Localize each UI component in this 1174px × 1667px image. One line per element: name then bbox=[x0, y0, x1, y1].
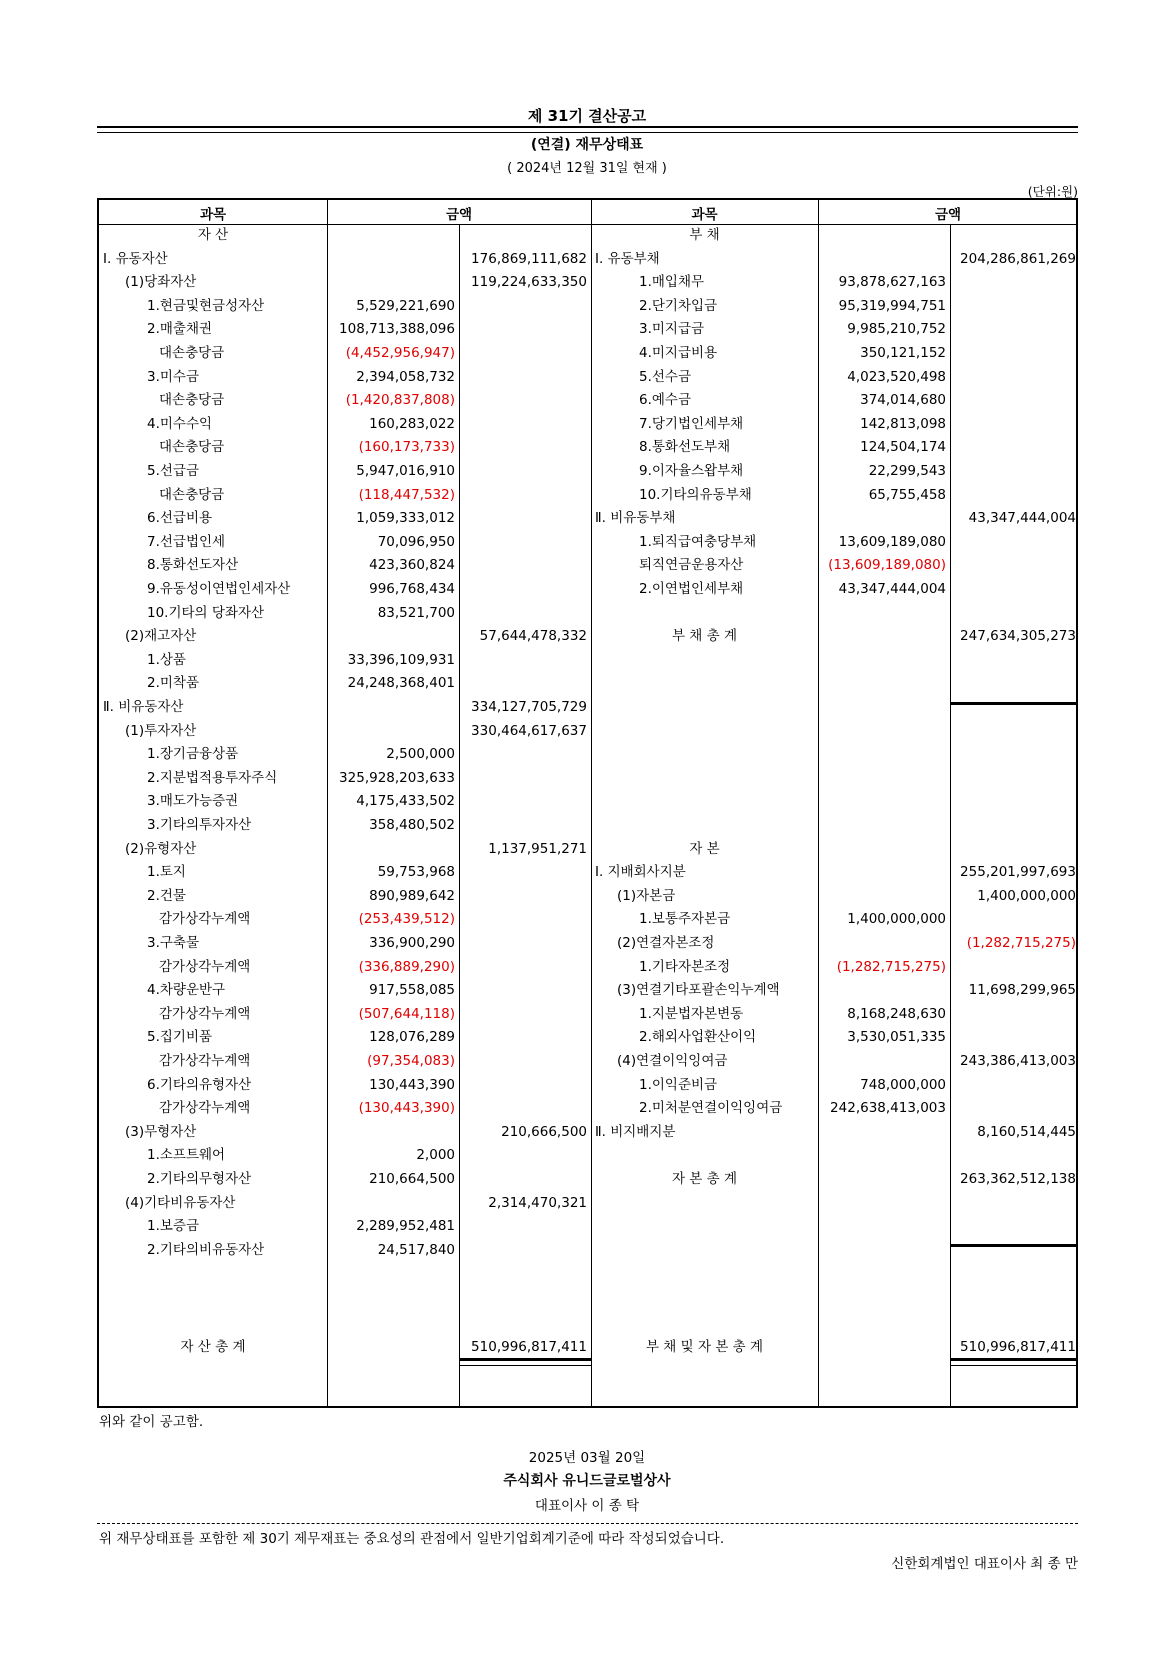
row-amount-detail: 350,121,152 bbox=[860, 345, 946, 361]
header-right-item: 과목 bbox=[691, 207, 718, 223]
row-label: 1.현금및현금성자산 bbox=[147, 297, 265, 314]
row-amount-detail bbox=[327, 720, 455, 742]
row-amount-subtotal bbox=[948, 531, 1076, 553]
row-amount-detail: 336,900,290 bbox=[369, 935, 455, 951]
assets-grand-total-rule-2 bbox=[459, 1365, 591, 1366]
auditor-name: 신한회계법인 대표이사 최 종 만 bbox=[891, 1556, 1078, 1572]
row-amount-subtotal bbox=[459, 1026, 587, 1048]
row-label: Ⅱ. 비유동부채 bbox=[595, 510, 676, 527]
balance-sheet-table bbox=[97, 198, 1078, 1408]
row-label: 10.기타의유동부채 bbox=[639, 486, 752, 503]
row-amount-detail bbox=[818, 1050, 946, 1072]
row-amount-detail: 3,530,051,335 bbox=[847, 1029, 946, 1046]
row-amount-detail: 24,248,368,401 bbox=[347, 675, 455, 692]
row-amount-subtotal bbox=[948, 956, 1076, 978]
row-amount-subtotal bbox=[459, 484, 587, 506]
row-label: 6.선급비용 bbox=[147, 510, 213, 527]
row-amount-subtotal bbox=[948, 436, 1076, 458]
row-amount-detail bbox=[818, 743, 946, 765]
row-label: 1.보증금 bbox=[147, 1218, 200, 1235]
row-label: 7.당기법인세부채 bbox=[639, 415, 744, 432]
row-amount-subtotal bbox=[459, 413, 587, 435]
row-amount-subtotal: 210,666,500 bbox=[501, 1123, 587, 1140]
row-amount-detail bbox=[818, 790, 946, 812]
row-amount-detail: 4,023,520,498 bbox=[847, 368, 946, 385]
row-amount-subtotal: 2,314,470,321 bbox=[488, 1194, 587, 1211]
row-label: 9.이자율스왑부채 bbox=[639, 463, 744, 479]
row-amount-detail: 108,713,388,096 bbox=[339, 321, 455, 338]
row-amount-subtotal bbox=[459, 885, 587, 907]
row-amount-detail bbox=[327, 1192, 455, 1214]
row-amount-detail: (1,420,837,808) bbox=[345, 392, 455, 409]
row-label: 부 채 총 계 bbox=[671, 628, 738, 645]
row-label: (1)당좌자산 bbox=[125, 274, 197, 291]
row-amount-detail: 2,500,000 bbox=[386, 746, 455, 763]
row-label: 4.미지급비용 bbox=[639, 345, 718, 361]
row-amount-detail: 93,878,627,163 bbox=[838, 274, 946, 291]
row-amount-detail: 124,504,174 bbox=[860, 439, 946, 456]
row-amount-subtotal bbox=[459, 602, 587, 624]
row-amount-detail: 128,076,289 bbox=[369, 1029, 455, 1046]
row-amount-subtotal bbox=[948, 1026, 1076, 1048]
row-amount-subtotal: (1,282,715,275) bbox=[966, 935, 1076, 951]
row-label: 2.해외사업환산이익 bbox=[639, 1029, 757, 1046]
row-amount-detail: 70,096,950 bbox=[377, 533, 455, 550]
row-amount-subtotal bbox=[948, 342, 1076, 364]
row-amount-detail: 2,000 bbox=[416, 1147, 455, 1164]
row-label: 2.기타의무형자산 bbox=[147, 1171, 252, 1187]
row-amount-detail: 9,985,210,752 bbox=[847, 321, 946, 338]
row-amount-detail: 160,283,022 bbox=[369, 415, 455, 432]
row-amount-detail: 83,521,700 bbox=[377, 604, 455, 621]
row-amount-detail: (118,447,532) bbox=[358, 486, 455, 503]
row-amount-subtotal: 334,127,705,729 bbox=[471, 699, 587, 715]
row-amount-subtotal bbox=[948, 602, 1076, 624]
row-amount-subtotal bbox=[948, 790, 1076, 812]
unit-label: (단위:원) bbox=[1027, 184, 1078, 199]
row-amount-detail bbox=[818, 814, 946, 836]
row-label: (2)재고자산 bbox=[125, 628, 197, 645]
row-amount-subtotal bbox=[948, 1144, 1076, 1166]
row-amount-detail: (130,443,390) bbox=[358, 1100, 455, 1117]
row-amount-subtotal: 176,869,111,682 bbox=[471, 250, 587, 267]
row-label: (3)무형자산 bbox=[125, 1123, 197, 1140]
row-label: Ⅰ. 유동부채 bbox=[595, 250, 660, 267]
row-amount-detail: 2,394,058,732 bbox=[356, 368, 455, 385]
row-amount-detail bbox=[818, 507, 946, 529]
row-label: 자 산 bbox=[197, 227, 229, 243]
audit-note: 위 재무상태표를 포함한 제 30기 제무재표는 중요성의 관점에서 일반기업회계기준에 따라 작성되었습니다. bbox=[99, 1531, 725, 1547]
company-name: 주식회사 유니드글로벌상사 bbox=[503, 1473, 671, 1489]
row-amount-subtotal bbox=[459, 531, 587, 553]
page-title: 제 31기 결산공고 bbox=[527, 107, 647, 125]
row-label: 부 채 bbox=[689, 227, 720, 243]
row-amount-detail: 748,000,000 bbox=[860, 1076, 946, 1093]
row-amount-detail bbox=[818, 932, 946, 954]
row-amount-subtotal bbox=[948, 767, 1076, 789]
row-amount-detail: 95,319,994,751 bbox=[838, 297, 946, 314]
row-label: 1.지분법자본변동 bbox=[639, 1005, 744, 1022]
row-label: 2.건물 bbox=[147, 887, 186, 904]
row-label: 자 본 bbox=[689, 840, 720, 857]
row-amount-subtotal bbox=[459, 295, 587, 317]
row-amount-subtotal bbox=[948, 1097, 1076, 1119]
row-amount-subtotal bbox=[948, 838, 1076, 860]
row-amount-detail bbox=[818, 767, 946, 789]
statement-subtitle: (연결) 재무상태표 bbox=[530, 137, 644, 153]
row-label: (4)기타비유동자산 bbox=[125, 1194, 236, 1211]
row-amount-subtotal bbox=[459, 956, 587, 978]
row-amount-detail: 130,443,390 bbox=[369, 1076, 455, 1093]
dashed-divider bbox=[97, 1523, 1078, 1524]
announcement-note: 위와 같이 공고함. bbox=[99, 1414, 204, 1430]
row-amount-subtotal bbox=[948, 696, 1076, 718]
row-label: 2.이연법인세부채 bbox=[639, 581, 744, 597]
row-amount-subtotal: 255,201,997,693 bbox=[960, 864, 1076, 881]
row-label: 9.유동성이연법인세자산 bbox=[147, 581, 291, 597]
row-amount-detail bbox=[818, 1144, 946, 1166]
row-amount-subtotal bbox=[459, 436, 587, 458]
row-amount-subtotal bbox=[459, 979, 587, 1001]
row-amount-subtotal bbox=[459, 1003, 587, 1025]
row-amount-subtotal: 1,400,000,000 bbox=[977, 887, 1076, 904]
row-amount-subtotal: 119,224,633,350 bbox=[471, 274, 587, 291]
row-amount-subtotal: 8,160,514,445 bbox=[977, 1123, 1076, 1140]
row-label: Ⅱ. 비지배지분 bbox=[595, 1123, 676, 1140]
title-rule-thick bbox=[97, 126, 1078, 128]
row-amount-detail: 374,014,680 bbox=[860, 392, 946, 409]
row-label: 1.상품 bbox=[147, 651, 186, 668]
row-label: 감가상각누계액 bbox=[159, 958, 251, 975]
row-amount-detail: 33,396,109,931 bbox=[347, 651, 455, 668]
row-amount-subtotal bbox=[459, 554, 587, 576]
row-amount-detail: 13,609,189,080 bbox=[838, 533, 946, 550]
row-amount-subtotal bbox=[459, 1215, 587, 1237]
row-amount-detail: 24,517,840 bbox=[377, 1241, 455, 1258]
row-amount-detail: 142,813,098 bbox=[860, 415, 946, 432]
row-amount-subtotal bbox=[948, 224, 1076, 246]
row-amount-subtotal bbox=[459, 861, 587, 883]
row-amount-detail: 1,400,000,000 bbox=[847, 911, 946, 928]
row-amount-detail bbox=[327, 248, 455, 270]
row-amount-detail bbox=[327, 625, 455, 647]
row-amount-subtotal bbox=[948, 318, 1076, 340]
equity-total-rule bbox=[950, 1244, 1078, 1247]
row-label: 1.토지 bbox=[147, 864, 186, 881]
row-amount-subtotal bbox=[459, 578, 587, 600]
row-amount-subtotal bbox=[459, 649, 587, 671]
row-label: (2)연결자본조정 bbox=[617, 935, 715, 951]
row-amount-subtotal bbox=[948, 908, 1076, 930]
row-label: 6.기타의유형자산 bbox=[147, 1076, 252, 1093]
header-left-amount: 금액 bbox=[445, 207, 473, 223]
row-amount-detail bbox=[818, 649, 946, 671]
ceo-name: 대표이사 이 종 탁 bbox=[534, 1498, 640, 1514]
row-label: Ⅰ. 지배회사지분 bbox=[595, 864, 686, 881]
row-amount-detail bbox=[818, 720, 946, 742]
row-amount-detail bbox=[327, 696, 455, 718]
row-amount-detail: (1,282,715,275) bbox=[836, 958, 946, 975]
col-divider bbox=[591, 200, 592, 1406]
row-amount-subtotal: 263,362,512,138 bbox=[960, 1171, 1076, 1187]
row-label: 대손충당금 bbox=[159, 345, 225, 361]
row-amount-detail: 423,360,824 bbox=[369, 557, 455, 574]
row-label: 대손충당금 bbox=[159, 486, 225, 503]
assets-total-value: 510,996,817,411 bbox=[471, 1339, 587, 1355]
row-label: 1.매입채무 bbox=[639, 274, 705, 291]
row-amount-subtotal bbox=[948, 413, 1076, 435]
row-label: 1.기타자본조정 bbox=[639, 958, 731, 975]
row-amount-subtotal bbox=[459, 460, 587, 482]
row-label: 8.통화선도자산 bbox=[147, 557, 239, 574]
row-amount-detail: 325,928,203,633 bbox=[339, 769, 455, 786]
row-amount-subtotal bbox=[459, 366, 587, 388]
row-label: (2)유형자산 bbox=[125, 840, 197, 857]
row-amount-detail: 917,558,085 bbox=[369, 982, 455, 999]
header-left-item: 과목 bbox=[199, 207, 227, 223]
row-amount-subtotal bbox=[948, 460, 1076, 482]
row-label: (3)연결기타포괄손익누계액 bbox=[617, 982, 780, 999]
row-amount-detail: 242,638,413,003 bbox=[830, 1100, 946, 1117]
row-amount-subtotal: 1,137,951,271 bbox=[488, 840, 587, 857]
row-label: 1.보통주자본금 bbox=[639, 911, 731, 928]
row-amount-subtotal bbox=[459, 1168, 587, 1190]
row-amount-detail: 43,347,444,004 bbox=[838, 581, 946, 597]
row-amount-detail bbox=[327, 838, 455, 860]
row-amount-subtotal bbox=[459, 224, 587, 246]
row-amount-subtotal: 43,347,444,004 bbox=[968, 510, 1076, 527]
title-rule-thin bbox=[97, 132, 1078, 133]
row-amount-subtotal bbox=[459, 342, 587, 364]
row-label: 감가상각누계액 bbox=[159, 1053, 251, 1069]
row-label: 3.미지급금 bbox=[639, 321, 705, 338]
row-amount-detail: 358,480,502 bbox=[369, 817, 455, 833]
row-amount-detail bbox=[818, 861, 946, 883]
row-amount-subtotal: 243,386,413,003 bbox=[960, 1053, 1076, 1069]
row-label: 2.기타의비유동자산 bbox=[147, 1241, 265, 1258]
row-label: 7.선급법인세 bbox=[147, 533, 226, 550]
row-amount-subtotal bbox=[948, 649, 1076, 671]
row-amount-detail: 5,947,016,910 bbox=[356, 463, 455, 479]
row-amount-detail: (13,609,189,080) bbox=[828, 557, 946, 574]
statement-date: ( 2024년 12월 31일 현재 ) bbox=[507, 161, 667, 176]
row-label: 2.매출채권 bbox=[147, 321, 213, 338]
row-amount-subtotal bbox=[948, 1003, 1076, 1025]
row-amount-subtotal: 11,698,299,965 bbox=[968, 982, 1076, 999]
row-amount-detail: 890,989,642 bbox=[369, 887, 455, 904]
row-amount-detail: 8,168,248,630 bbox=[847, 1005, 946, 1022]
row-amount-detail: (507,644,118) bbox=[358, 1005, 455, 1022]
row-amount-subtotal bbox=[459, 318, 587, 340]
row-label: 감가상각누계액 bbox=[159, 1100, 251, 1117]
row-label: 2.미착품 bbox=[147, 675, 200, 692]
row-label: 감가상각누계액 bbox=[159, 911, 251, 928]
row-label: 3.미수금 bbox=[147, 368, 200, 385]
row-amount-detail bbox=[818, 672, 946, 694]
row-amount-subtotal bbox=[948, 366, 1076, 388]
row-amount-subtotal bbox=[459, 389, 587, 411]
row-amount-detail bbox=[818, 625, 946, 647]
row-amount-subtotal bbox=[948, 484, 1076, 506]
row-label: Ⅱ. 비유동자산 bbox=[103, 699, 184, 715]
row-amount-detail bbox=[327, 1121, 455, 1143]
row-label: 1.소프트웨어 bbox=[147, 1147, 226, 1164]
row-amount-detail: 996,768,434 bbox=[369, 581, 455, 597]
row-label: 3.기타의투자자산 bbox=[147, 817, 252, 833]
row-label: 5.집기비품 bbox=[147, 1029, 213, 1046]
row-amount-subtotal bbox=[948, 720, 1076, 742]
row-amount-detail bbox=[818, 1168, 946, 1190]
liab-equity-grand-total-rule bbox=[950, 1358, 1078, 1361]
row-amount-detail bbox=[818, 602, 946, 624]
row-label: 퇴직연금운용자산 bbox=[639, 557, 744, 574]
row-label: 10.기타의 당좌자산 bbox=[147, 604, 265, 621]
row-amount-subtotal bbox=[948, 389, 1076, 411]
row-amount-detail: 22,299,543 bbox=[868, 463, 946, 479]
row-amount-subtotal bbox=[459, 507, 587, 529]
row-amount-subtotal bbox=[459, 743, 587, 765]
row-label: 1.퇴직급여충당부채 bbox=[639, 533, 757, 550]
row-label: 8.통화선도부채 bbox=[639, 439, 731, 456]
row-label: 4.차량운반구 bbox=[147, 982, 226, 999]
row-amount-detail bbox=[818, 696, 946, 718]
row-amount-detail bbox=[818, 224, 946, 246]
row-amount-subtotal bbox=[948, 554, 1076, 576]
row-label: (1)투자자산 bbox=[125, 722, 197, 739]
row-amount-subtotal bbox=[459, 932, 587, 954]
row-amount-subtotal bbox=[459, 672, 587, 694]
row-amount-detail: 1,059,333,012 bbox=[356, 510, 455, 527]
row-label: 1.장기금융상품 bbox=[147, 746, 239, 763]
header-right-amount: 금액 bbox=[934, 207, 962, 223]
liab-equity-total-label: 부 채 및 자 본 총 계 bbox=[645, 1339, 764, 1355]
row-amount-detail: 210,664,500 bbox=[369, 1171, 455, 1187]
row-amount-detail: (4,452,956,947) bbox=[345, 345, 455, 361]
row-label: 자 본 총 계 bbox=[671, 1171, 738, 1187]
row-label: 대손충당금 bbox=[159, 392, 225, 409]
row-amount-detail bbox=[327, 271, 455, 293]
row-amount-detail: 4,175,433,502 bbox=[356, 793, 455, 810]
row-amount-subtotal bbox=[459, 1239, 587, 1261]
row-amount-subtotal: 330,464,617,637 bbox=[471, 722, 587, 739]
row-amount-detail bbox=[818, 885, 946, 907]
row-label: 5.선급금 bbox=[147, 463, 200, 479]
row-amount-detail: 2,289,952,481 bbox=[356, 1218, 455, 1235]
row-amount-subtotal bbox=[459, 1074, 587, 1096]
row-amount-detail bbox=[818, 979, 946, 1001]
row-amount-detail: 59,753,968 bbox=[377, 864, 455, 881]
row-label: 대손충당금 bbox=[159, 439, 225, 456]
liabilities-total-rule bbox=[950, 702, 1078, 705]
row-label: 2.미처분연결이익잉여금 bbox=[639, 1100, 783, 1117]
publication-date: 2025년 03월 20일 bbox=[528, 1450, 646, 1466]
row-amount-subtotal bbox=[948, 295, 1076, 317]
row-amount-subtotal bbox=[948, 1074, 1076, 1096]
row-amount-subtotal bbox=[459, 1144, 587, 1166]
row-amount-subtotal bbox=[459, 814, 587, 836]
row-label: 2.지분법적용투자주식 bbox=[147, 769, 278, 786]
row-amount-subtotal: 204,286,861,269 bbox=[960, 250, 1076, 267]
row-amount-subtotal: 247,634,305,273 bbox=[960, 628, 1076, 645]
row-amount-subtotal bbox=[459, 767, 587, 789]
row-amount-subtotal bbox=[948, 743, 1076, 765]
row-amount-detail: (336,889,290) bbox=[358, 958, 455, 975]
row-label: (4)연결이익잉여금 bbox=[617, 1053, 728, 1069]
row-amount-subtotal: 57,644,478,332 bbox=[479, 628, 587, 645]
row-label: (1)자본금 bbox=[617, 887, 676, 904]
row-amount-detail: (97,354,083) bbox=[367, 1053, 455, 1069]
row-amount-subtotal bbox=[459, 908, 587, 930]
row-label: 6.예수금 bbox=[639, 392, 692, 409]
row-amount-detail: 5,529,221,690 bbox=[356, 297, 455, 314]
row-amount-subtotal bbox=[948, 672, 1076, 694]
row-amount-detail: (160,173,733) bbox=[358, 439, 455, 456]
row-amount-detail bbox=[327, 224, 455, 246]
liab-equity-total-value: 510,996,817,411 bbox=[960, 1339, 1076, 1355]
row-amount-subtotal bbox=[948, 814, 1076, 836]
assets-total-label: 자 산 총 계 bbox=[180, 1339, 246, 1355]
row-amount-detail: 65,755,458 bbox=[868, 486, 946, 503]
row-label: 3.매도가능증권 bbox=[147, 793, 239, 810]
row-label: 3.구축물 bbox=[147, 935, 200, 951]
row-amount-subtotal bbox=[459, 790, 587, 812]
row-amount-detail bbox=[818, 838, 946, 860]
row-amount-subtotal bbox=[459, 1097, 587, 1119]
row-amount-subtotal bbox=[459, 1050, 587, 1072]
row-amount-subtotal bbox=[948, 578, 1076, 600]
row-amount-detail bbox=[818, 1121, 946, 1143]
row-label: 감가상각누계액 bbox=[159, 1005, 251, 1022]
row-label: 5.선수금 bbox=[639, 368, 692, 385]
assets-grand-total-rule bbox=[459, 1358, 591, 1361]
row-amount-subtotal bbox=[948, 271, 1076, 293]
row-amount-detail bbox=[818, 248, 946, 270]
row-label: 4.미수수익 bbox=[147, 415, 213, 432]
row-label: Ⅰ. 유동자산 bbox=[103, 250, 168, 267]
row-amount-detail: (253,439,512) bbox=[358, 911, 455, 928]
liab-equity-grand-total-rule-2 bbox=[950, 1365, 1078, 1366]
row-label: 2.단기차입금 bbox=[639, 297, 718, 314]
row-label: 1.이익준비금 bbox=[639, 1076, 718, 1093]
